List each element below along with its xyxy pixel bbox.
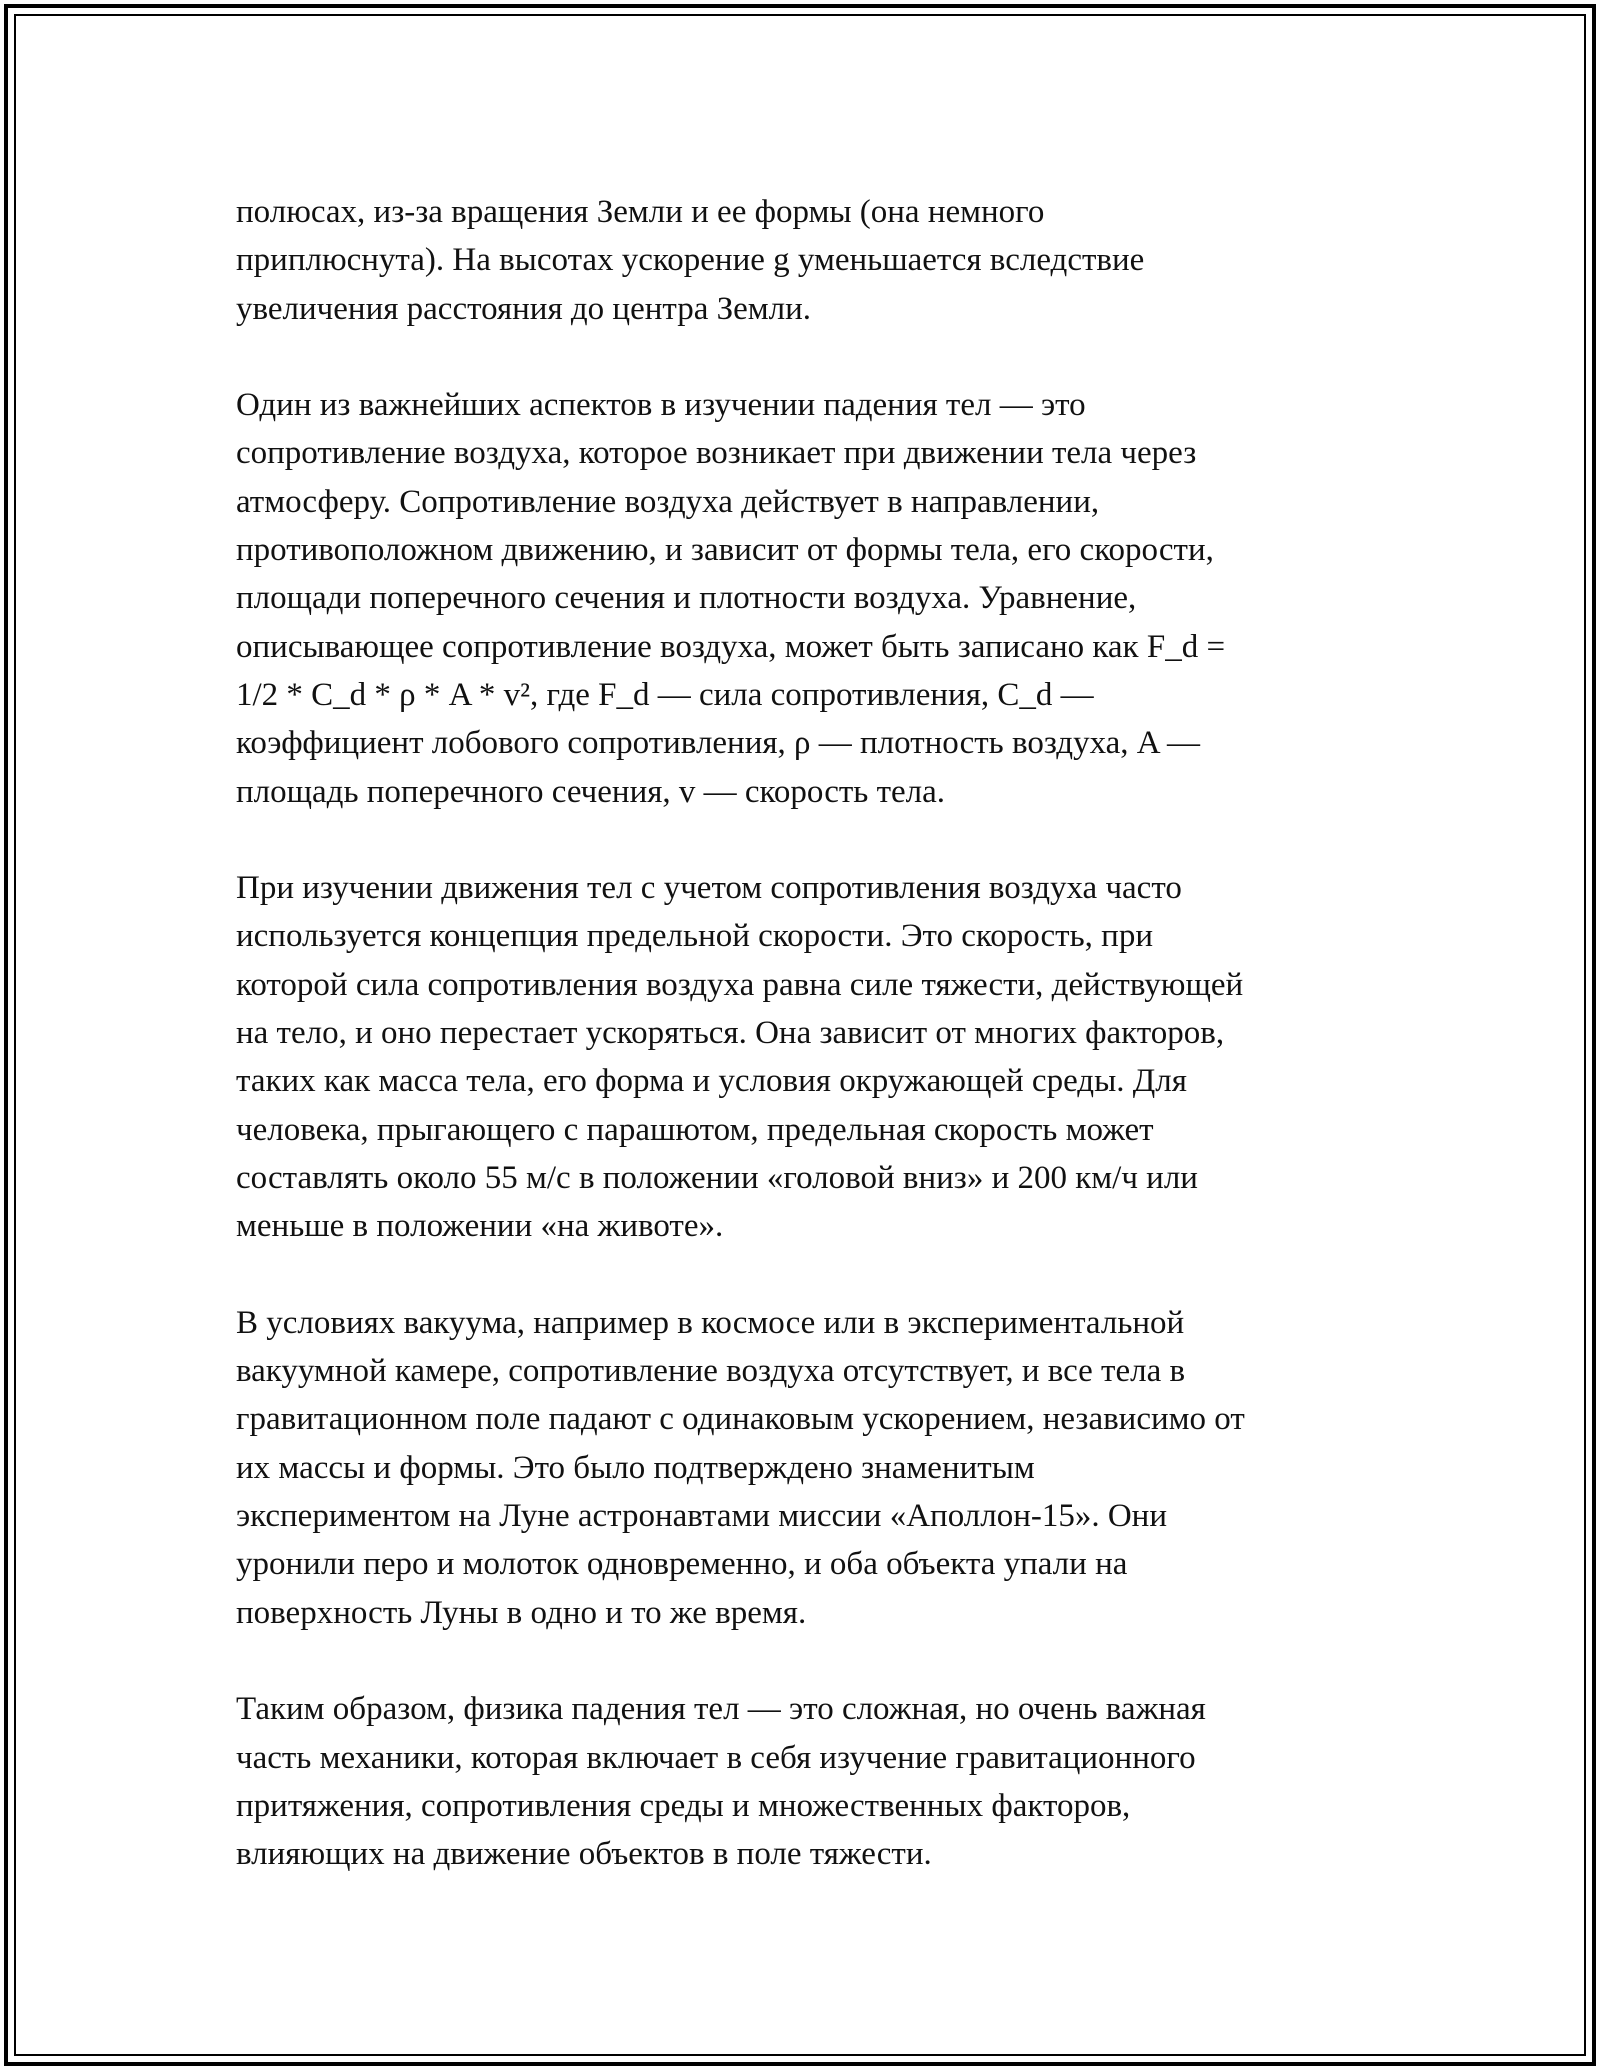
text-line: гравитационном поле падают с одинаковым ускорением, независимо от [236, 1401, 1245, 1438]
paragraph-air-resistance [236, 381, 1376, 816]
text-line: В условиях вакуума, например в космосе или в экспериментальной [236, 1304, 1185, 1341]
text-line: Один из важнейших аспектов в изучении падения тел — это [236, 387, 1086, 424]
text-line: экспериментом на Луне астронавтами миссии «Аполлон-15». Они [236, 1498, 1167, 1535]
text-line: влияющих на движение объектов в поле тяжести. [236, 1836, 932, 1873]
paragraph-latitude-altitude [236, 188, 1376, 333]
text-line: атмосферу. Сопротивление воздуха действует в направлении, [236, 483, 1100, 520]
paragraph-conclusion [236, 1685, 1376, 1878]
text-line: человека, прыгающего с парашютом, предельная скорость может [236, 1111, 1154, 1148]
text-line: площадь поперечного сечения, v — скорость тела. [236, 773, 946, 810]
paragraph-vacuum [236, 1299, 1376, 1637]
text-line: сопротивление воздуха, которое возникает при движении тела через [236, 435, 1197, 472]
text-line: таких как масса тела, его форма и условия окружающей среды. Для [236, 1063, 1187, 1100]
text-line: на тело, и оно перестает ускоряться. Она зависит от многих факторов, [236, 1015, 1225, 1052]
text-line: приплюснута). На высотах ускорение g уменьшается вследствие [236, 242, 1145, 279]
text-line: коэффициент лобового сопротивления, ρ — плотность воздуха, A — [236, 725, 1201, 762]
text-line: уронили перо и молоток одновременно, и оба объекта упали на [236, 1546, 1128, 1583]
text-line: 1/2 * C_d * ρ * A * v², где F_d — сила сопротивления, C_d — [236, 676, 1094, 713]
text-line: их массы и формы. Это было подтверждено знаменитым [236, 1449, 1035, 1486]
text-line: составлять около 55 м/с в положении «головой вниз» и 200 км/ч или [236, 1159, 1198, 1196]
text-line: При изучении движения тел с учетом сопротивления воздуха часто [236, 870, 1182, 907]
paragraph-terminal-velocity [236, 864, 1376, 1250]
text-line: полюсах, из-за вращения Земли и ее формы (она немного [236, 194, 1045, 230]
text-line: которой сила сопротивления воздуха равна силе тяжести, действующей [236, 966, 1244, 1003]
text-line: меньше в положении «на животе». [236, 1208, 724, 1245]
text-line: увеличения расстояния до центра Земли. [236, 290, 812, 327]
text-line: притяжения, сопротивления среды и множественных факторов, [236, 1787, 1131, 1824]
text-line: Таким образом, физика падения тел — это сложная, но очень важная [236, 1691, 1206, 1728]
text-line: противоположном движению, и зависит от формы тела, его скорости, [236, 532, 1214, 569]
text-line: описывающее сопротивление воздуха, может быть записано как F_d = [236, 628, 1226, 665]
document-body [236, 188, 1376, 1927]
text-line: площади поперечного сечения и плотности воздуха. Уравнение, [236, 580, 1137, 617]
text-line: используется концепция предельной скорости. Это скорость, при [236, 918, 1153, 955]
text-line: часть механики, которая включает в себя изучение гравитационного [236, 1739, 1196, 1776]
text-line: поверхность Луны в одно и то же время. [236, 1594, 807, 1631]
text-line: вакуумной камере, сопротивление воздуха отсутствует, и все тела в [236, 1353, 1186, 1390]
